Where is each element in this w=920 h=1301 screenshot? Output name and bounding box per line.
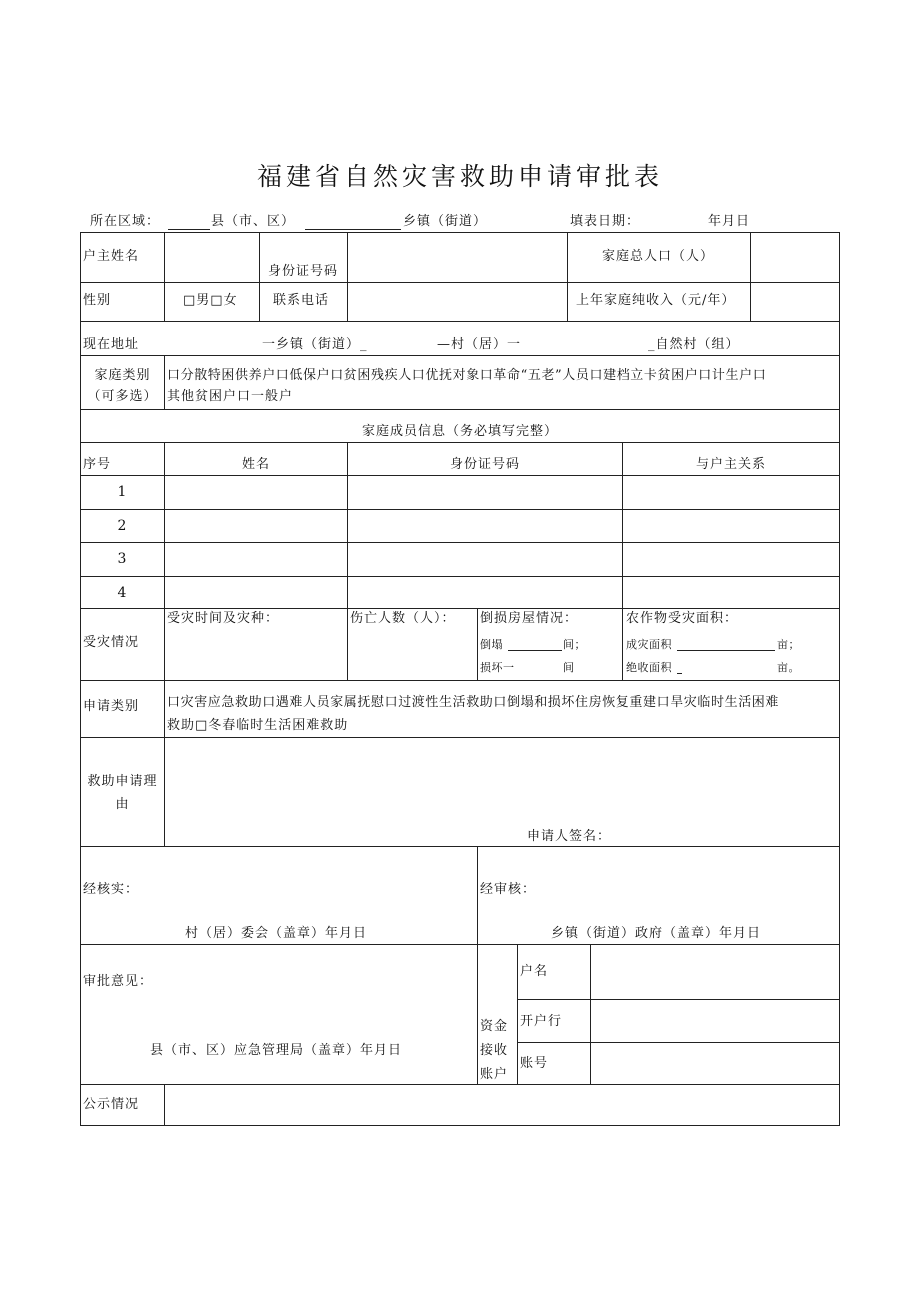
members-section-title: 家庭成员信息（务必填写完整） [361,424,558,439]
audit-label: 经审核： [480,882,537,897]
applicant-signature[interactable]: 申请人签名： [527,829,612,844]
account-label-1: 资金 [480,1019,509,1034]
town-label: 乡镇（街道） [403,214,488,229]
gender-options[interactable]: □男□女 [183,293,238,308]
approve-label: 审批意见： [83,974,154,989]
reason-label-2: 由 [115,797,130,812]
county-stamp: 县（市、区）应急管理局（盖章）年月日 [150,1043,403,1058]
income-label: 上年家庭纯收入（元/年） [576,293,736,308]
address-natural-village: _自然村（组） [648,337,740,352]
collapsed-unit: 间； [563,638,586,651]
county-label: 县（市、区） [211,214,296,229]
village-stamp: 村（居）委会（盖章）年月日 [185,926,368,941]
family-type-label: 家庭类别 [94,368,151,383]
address-label: 现在地址 [83,337,140,352]
disaster-time-type: 受灾时间及灾种： [167,611,280,626]
householder-label: 户主姓名 [83,249,140,264]
family-type-multi: （可多选） [87,389,158,404]
col-number: 序号 [83,457,112,472]
collapsed-label: 倒塌 [480,638,503,651]
casualties-label: 伤亡人数（人）： [350,611,456,626]
id-number-label: 身份证号码 [268,264,339,279]
disaster-label: 受灾情况 [83,635,140,650]
family-type-options-2[interactable]: 其他贫困户口一般户 [167,389,294,404]
damaged-unit: 间 [563,661,575,674]
apply-type-label: 申请类别 [83,699,140,714]
crop-lost-unit: 亩。 [777,661,800,674]
verify-label: 经核实： [83,882,140,897]
apply-type-options-2[interactable]: 救助□冬春临时生活困难救助 [167,718,349,733]
crop-damage-title: 农作物受灾面积： [626,611,739,626]
town-stamp: 乡镇（街道）政府（盖章）年月日 [551,926,762,941]
account-label-2: 接收 [480,1043,509,1058]
region-label: 所在区域： [90,214,161,229]
family-type-options-1[interactable]: 口分散特困供养户口低保户口贫困残疾人口优抚对象口革命“五老”人员口建档立卡贫困户口计生户口 [167,368,767,383]
page-title: 福建省自然灾害救助申请审批表 [256,162,663,191]
date-value: 年月日 [708,214,751,229]
damaged-label: 损坏一 [480,661,515,674]
member-row-2: 2 [117,518,128,534]
col-relation: 与户主关系 [695,457,766,472]
col-name: 姓名 [241,457,270,472]
account-name-label: 户名 [520,964,549,979]
house-damage-title: 倒损房屋情况： [480,611,579,626]
col-id-number: 身份证号码 [449,457,520,472]
date-label: 填表日期： [570,214,641,229]
family-size-label: 家庭总人口（人） [602,249,715,264]
county-blank[interactable] [168,229,210,230]
reason-label: 救助申请理 [87,774,158,789]
account-number-label: 账号 [520,1056,549,1071]
account-label-3: 账户 [480,1067,509,1082]
crop-lost-label: 绝收面积 [626,661,672,674]
member-row-3: 3 [117,551,128,567]
crop-damaged-label: 成灾面积 [626,638,672,651]
crop-damaged-unit: 亩； [777,638,800,651]
town-blank[interactable] [305,229,401,230]
member-row-1: 1 [117,484,128,500]
public-label: 公示情况 [83,1097,140,1112]
gender-label: 性别 [83,293,112,308]
apply-type-options-1[interactable]: 口灾害应急救助口遇难人员家属抚慰口过渡性生活救助口倒塌和损坏住房恢复重建口旱灾临时生活困难 [167,695,780,710]
phone-label: 联系电话 [273,293,330,308]
address-town: 一乡镇（街道）_ [262,337,368,352]
address-village: —村（居）一 [437,337,522,352]
account-bank-label: 开户行 [520,1014,563,1029]
member-row-4: 4 [117,585,128,601]
